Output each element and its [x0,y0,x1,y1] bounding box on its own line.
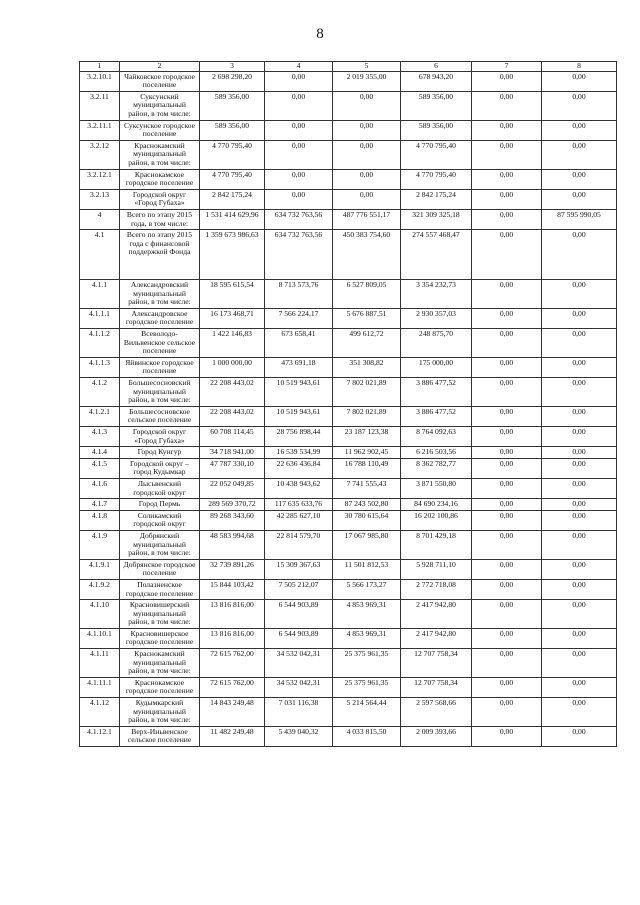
fund-sum: 10 438 943,62 [265,478,333,498]
table-row [80,329,617,358]
row-code: 4.1.2 [80,378,120,407]
total-sum: 4 770 795,40 [200,169,265,189]
municipal-sum: 12 707 758,34 [401,677,472,697]
region-sum: 4 033 815,50 [333,726,401,746]
total-sum: 72 615 762,00 [200,649,265,678]
row-name: Краснокамское городское поселение [120,677,200,697]
row-code: 3.2.10.1 [80,71,120,91]
row-name: Краснокамский муниципальный район, в том числе: [120,140,200,169]
total-sum: 1 359 673 986,63 [200,230,265,280]
row-code: 4.1.2.1 [80,406,120,426]
other-sum: 0,00 [472,91,542,120]
municipal-sum: 2 009 393,66 [401,726,472,746]
row-name: Городской округ – город Кудымкар [120,458,200,478]
row-code: 4.1 [80,230,120,280]
municipal-sum: 2 772 718,08 [401,579,472,599]
fund-sum: 6 544 903,89 [265,600,333,629]
row-name: Добрянский муниципальный район, в том числе: [120,530,200,559]
row-code: 4.1.1.1 [80,308,120,328]
table-row [80,649,617,678]
table-body [80,71,617,746]
other-sum: 0,00 [472,698,542,727]
other-sum: 0,00 [472,209,542,229]
total-sum: 14 843 249,48 [200,698,265,727]
table-row [80,579,617,599]
row-name: Краснокамский муниципальный район, в том числе: [120,649,200,678]
row-name: Большесосновское сельское поселение [120,406,200,426]
table-row [80,458,617,478]
row-code: 4.1.6 [80,478,120,498]
other-sum: 0,00 [472,510,542,530]
row-name: Александровское городское поселение [120,308,200,328]
municipal-sum: 12 707 758,34 [401,649,472,678]
table-row [80,698,617,727]
table-row [80,140,617,169]
table-row [80,209,617,229]
fund-sum: 0,00 [265,120,333,140]
municipal-sum: 2 842 175,24 [401,189,472,209]
fund-sum: 0,00 [265,71,333,91]
table-row [80,628,617,648]
extra-sum: 0,00 [542,530,617,559]
row-name: Добрянское городское поселение [120,559,200,579]
fund-sum: 7 031 116,38 [265,698,333,727]
extra-sum: 0,00 [542,478,617,498]
extra-sum: 0,00 [542,378,617,407]
total-sum: 60 708 114,45 [200,427,265,447]
fund-sum: 0,00 [265,189,333,209]
municipal-sum: 321 309 325,18 [401,209,472,229]
total-sum: 47 787 330,10 [200,458,265,478]
row-code: 4.1.11 [80,649,120,678]
other-sum: 0,00 [472,677,542,697]
funding-table [79,61,617,747]
municipal-sum: 6 216 503,56 [401,447,472,459]
table-row [80,280,617,309]
table-row [80,447,617,459]
region-sum: 4 853 969,31 [333,600,401,629]
fund-sum: 10 519 943,61 [265,378,333,407]
total-sum: 16 173 468,71 [200,308,265,328]
table-row [80,308,617,328]
row-code: 3.2.11 [80,91,120,120]
fund-sum: 16 539 534,99 [265,447,333,459]
fund-sum: 117 635 633,76 [265,499,333,511]
row-name: Суксунский муниципальный район, в том числе: [120,91,200,120]
municipal-sum: 3 871 550,80 [401,478,472,498]
total-sum: 589 356,00 [200,91,265,120]
total-sum: 1 422 146,83 [200,329,265,358]
fund-sum: 22 814 579,70 [265,530,333,559]
extra-sum: 0,00 [542,169,617,189]
table-row [80,230,617,280]
table-row [80,91,617,120]
region-sum: 2 019 355,00 [333,71,401,91]
table-row [80,120,617,140]
total-sum: 11 482 249,48 [200,726,265,746]
fund-sum: 634 732 763,56 [265,209,333,229]
row-name: Полазненское городское поселение [120,579,200,599]
column-header: 8 [542,62,617,72]
table-row [80,427,617,447]
row-code: 3.2.13 [80,189,120,209]
table-row [80,406,617,426]
total-sum: 13 816 816,00 [200,600,265,629]
table-row [80,510,617,530]
total-sum: 2 842 175,24 [200,189,265,209]
total-sum: 4 770 795,40 [200,140,265,169]
region-sum: 6 527 809,05 [333,280,401,309]
table-row [80,189,617,209]
row-name: Всего по этапу 2015 года с финансовой поддержкой Фонда [120,230,200,280]
other-sum: 0,00 [472,579,542,599]
row-name: Большесосновский муниципальный район, в том числе: [120,378,200,407]
extra-sum: 0,00 [542,140,617,169]
row-code: 4.1.9.1 [80,559,120,579]
extra-sum: 0,00 [542,447,617,459]
region-sum: 0,00 [333,91,401,120]
column-header: 5 [333,62,401,72]
fund-sum: 42 285 627,10 [265,510,333,530]
total-sum: 22 208 443,02 [200,378,265,407]
table-row [80,478,617,498]
region-sum: 17 067 985,80 [333,530,401,559]
region-sum: 87 243 502,80 [333,499,401,511]
extra-sum: 0,00 [542,189,617,209]
column-header: 7 [472,62,542,72]
row-code: 4.1.9 [80,530,120,559]
fund-sum: 10 519 943,61 [265,406,333,426]
region-sum: 450 383 754,60 [333,230,401,280]
column-header: 6 [401,62,472,72]
extra-sum: 0,00 [542,427,617,447]
page-number: 8 [316,26,324,42]
extra-sum: 0,00 [542,357,617,377]
region-sum: 7 802 021,89 [333,406,401,426]
fund-sum: 22 636 436,84 [265,458,333,478]
row-code: 3.2.11.1 [80,120,120,140]
region-sum: 7 741 555,43 [333,478,401,498]
other-sum: 0,00 [472,378,542,407]
municipal-sum: 4 770 795,40 [401,169,472,189]
fund-sum: 5 439 040,32 [265,726,333,746]
fund-sum: 28 756 898,44 [265,427,333,447]
region-sum: 351 308,82 [333,357,401,377]
row-name: Лысьвенский городской округ [120,478,200,498]
row-name: Городской округ «Город Губаха» [120,189,200,209]
fund-sum: 7 566 224,17 [265,308,333,328]
row-name: Город Кунгур [120,447,200,459]
region-sum: 499 612,72 [333,329,401,358]
region-sum: 487 776 551,17 [333,209,401,229]
extra-sum: 0,00 [542,499,617,511]
row-code: 4.1.10.1 [80,628,120,648]
table-row [80,71,617,91]
municipal-sum: 2 417 942,80 [401,600,472,629]
table-row [80,169,617,189]
row-code: 4.1.11.1 [80,677,120,697]
fund-sum: 34 532 042,31 [265,677,333,697]
municipal-sum: 5 928 711,10 [401,559,472,579]
extra-sum: 0,00 [542,600,617,629]
row-code: 4.1.12 [80,698,120,727]
other-sum: 0,00 [472,427,542,447]
fund-sum: 34 532 042,31 [265,649,333,678]
region-sum: 0,00 [333,140,401,169]
other-sum: 0,00 [472,530,542,559]
municipal-sum: 8 362 782,77 [401,458,472,478]
region-sum: 5 214 564,44 [333,698,401,727]
row-code: 4.1.9.2 [80,579,120,599]
region-sum: 30 780 615,64 [333,510,401,530]
table-row [80,530,617,559]
extra-sum: 0,00 [542,230,617,280]
other-sum: 0,00 [472,357,542,377]
table-row [80,559,617,579]
total-sum: 18 595 615,54 [200,280,265,309]
extra-sum: 0,00 [542,510,617,530]
extra-sum: 0,00 [542,71,617,91]
other-sum: 0,00 [472,458,542,478]
municipal-sum: 2 597 568,66 [401,698,472,727]
municipal-sum: 248 875,70 [401,329,472,358]
total-sum: 72 615 762,00 [200,677,265,697]
total-sum: 34 718 941,00 [200,447,265,459]
region-sum: 25 375 961,35 [333,677,401,697]
region-sum: 16 788 110,49 [333,458,401,478]
row-name: Красновишерское городское поселение [120,628,200,648]
region-sum: 0,00 [333,169,401,189]
total-sum: 22 052 049,85 [200,478,265,498]
municipal-sum: 4 770 795,40 [401,140,472,169]
extra-sum: 0,00 [542,559,617,579]
row-name: Суксунское городское поселение [120,120,200,140]
other-sum: 0,00 [472,406,542,426]
extra-sum: 0,00 [542,726,617,746]
fund-sum: 15 309 367,63 [265,559,333,579]
row-code: 3.2.12 [80,140,120,169]
fund-sum: 0,00 [265,91,333,120]
total-sum: 48 583 994,68 [200,530,265,559]
fund-sum: 8 713 573,76 [265,280,333,309]
extra-sum: 0,00 [542,329,617,358]
row-name: Соликамский городской округ [120,510,200,530]
column-header: 3 [200,62,265,72]
extra-sum: 0,00 [542,677,617,697]
municipal-sum: 589 356,00 [401,120,472,140]
other-sum: 0,00 [472,628,542,648]
extra-sum: 0,00 [542,280,617,309]
row-name: Всеволодо-Вильвенское сельское поселение [120,329,200,358]
other-sum: 0,00 [472,329,542,358]
fund-sum: 634 732 763,56 [265,230,333,280]
column-header: 4 [265,62,333,72]
extra-sum: 0,00 [542,308,617,328]
municipal-sum: 8 701 429,18 [401,530,472,559]
row-code: 4.1.1.3 [80,357,120,377]
extra-sum: 0,00 [542,120,617,140]
total-sum: 15 844 103,42 [200,579,265,599]
region-sum: 7 802 021,89 [333,378,401,407]
extra-sum: 0,00 [542,698,617,727]
total-sum: 13 816 816,00 [200,628,265,648]
row-name: Яйвинское городское поселение [120,357,200,377]
row-name: Краснокамское городское поселение [120,169,200,189]
column-header: 2 [120,62,200,72]
fund-sum: 7 505 212,07 [265,579,333,599]
region-sum: 5 566 173,27 [333,579,401,599]
row-name: Верх-Иньвенское сельское поселение [120,726,200,746]
row-name: Красновишерский муниципальный район, в том числе: [120,600,200,629]
municipal-sum: 16 202 100,86 [401,510,472,530]
table-row [80,677,617,697]
table-row [80,726,617,746]
fund-sum: 473 691,18 [265,357,333,377]
row-name: Кудымкарский муниципальный район, в том числе: [120,698,200,727]
table-row [80,600,617,629]
municipal-sum: 3 886 477,52 [401,378,472,407]
other-sum: 0,00 [472,169,542,189]
row-name: Всего по этапу 2015 года, в том числе: [120,209,200,229]
region-sum: 11 501 812,53 [333,559,401,579]
other-sum: 0,00 [472,189,542,209]
municipal-sum: 678 943,20 [401,71,472,91]
fund-sum: 0,00 [265,169,333,189]
other-sum: 0,00 [472,499,542,511]
region-sum: 25 375 961,35 [333,649,401,678]
extra-sum: 0,00 [542,458,617,478]
extra-sum: 0,00 [542,91,617,120]
other-sum: 0,00 [472,478,542,498]
other-sum: 0,00 [472,308,542,328]
row-code: 4.1.4 [80,447,120,459]
other-sum: 0,00 [472,726,542,746]
extra-sum: 0,00 [542,628,617,648]
row-code: 4.1.1.2 [80,329,120,358]
total-sum: 589 356,00 [200,120,265,140]
fund-sum: 0,00 [265,140,333,169]
table-row [80,499,617,511]
municipal-sum: 2 930 357,03 [401,308,472,328]
extra-sum: 0,00 [542,406,617,426]
fund-sum: 6 544 903,89 [265,628,333,648]
other-sum: 0,00 [472,230,542,280]
total-sum: 32 739 891,26 [200,559,265,579]
extra-sum: 0,00 [542,579,617,599]
row-code: 4.1.3 [80,427,120,447]
total-sum: 2 698 298,20 [200,71,265,91]
municipal-sum: 84 690 234,16 [401,499,472,511]
total-sum: 89 268 343,60 [200,510,265,530]
table-row [80,378,617,407]
row-code: 4.1.1 [80,280,120,309]
other-sum: 0,00 [472,71,542,91]
row-name: Чайковское городское поселение [120,71,200,91]
other-sum: 0,00 [472,280,542,309]
column-header: 1 [80,62,120,72]
total-sum: 1 531 414 629,96 [200,209,265,229]
region-sum: 5 676 887,51 [333,308,401,328]
table-header-row [80,62,617,72]
municipal-sum: 3 354 232,73 [401,280,472,309]
other-sum: 0,00 [472,447,542,459]
row-code: 4.1.12.1 [80,726,120,746]
other-sum: 0,00 [472,600,542,629]
extra-sum: 87 595 990,05 [542,209,617,229]
row-name: Городской округ «Город Губаха» [120,427,200,447]
other-sum: 0,00 [472,120,542,140]
municipal-sum: 274 557 468,47 [401,230,472,280]
region-sum: 23 187 123,38 [333,427,401,447]
row-code: 4.1.7 [80,499,120,511]
municipal-sum: 2 417 942,80 [401,628,472,648]
region-sum: 0,00 [333,120,401,140]
total-sum: 1 000 000,00 [200,357,265,377]
row-name: Город Пермь [120,499,200,511]
municipal-sum: 589 356,00 [401,91,472,120]
municipal-sum: 3 886 477,52 [401,406,472,426]
row-code: 4 [80,209,120,229]
row-code: 4.1.8 [80,510,120,530]
municipal-sum: 175 000,00 [401,357,472,377]
row-name: Александровский муниципальный район, в том числе: [120,280,200,309]
total-sum: 289 569 370,72 [200,499,265,511]
other-sum: 0,00 [472,140,542,169]
fund-sum: 673 658,41 [265,329,333,358]
table-row [80,357,617,377]
extra-sum: 0,00 [542,649,617,678]
row-code: 3.2.12.1 [80,169,120,189]
total-sum: 22 208 443,02 [200,406,265,426]
municipal-sum: 8 764 092,63 [401,427,472,447]
row-code: 4.1.10 [80,600,120,629]
region-sum: 4 853 969,31 [333,628,401,648]
region-sum: 11 962 902,45 [333,447,401,459]
other-sum: 0,00 [472,649,542,678]
row-code: 4.1.5 [80,458,120,478]
region-sum: 0,00 [333,189,401,209]
other-sum: 0,00 [472,559,542,579]
